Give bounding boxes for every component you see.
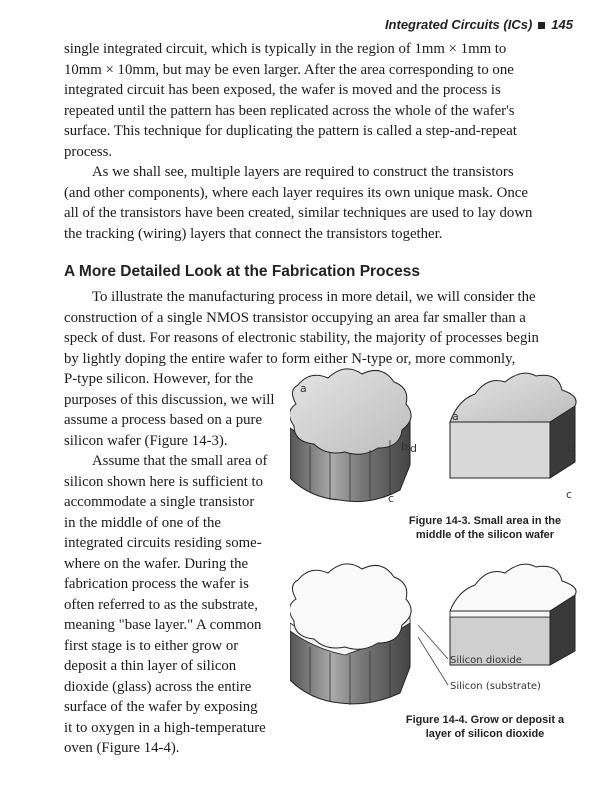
fig2-label-oxide: Silicon dioxide [450, 655, 522, 666]
paragraph-substrate: Assume that the small area of silicon shown here is sufficient to accommodate a single transistor in the middle of one of the integrated circuits residing some- where on the wafer. During the fabrication process the wafer is often referred to as the substrate, meaning "base layer." A common first stage is to either grow or deposit a thin layer of silicon dioxide (glass) across the entire surface of the wafer by exposing it to oxygen in a high-temperature oven (Figure 14-4). [64, 453, 268, 756]
fig1-label-c: c [388, 492, 395, 505]
section-heading: A More Detailed Look at the Fabrication Process [64, 263, 421, 280]
paragraph-multiple-layers: As we shall see, multiple layers are required to construct the transistors (and other components), where each layer requires its own unique mask. Once all of the transistors have been created, similar techniques are used to lay down the tracking (wiring) layers that connect the transistors together. [64, 164, 533, 242]
fig1-label-a-right: a [452, 410, 459, 423]
paragraph-nmos-intro: To illustrate the manufacturing process in more detail, we will consider the construction of a single NMOS transistor occupying an area far smaller than a speck of dust. For reasons of electronic stability, the majority of processes begin by lightly doping the entire wafer to form either N-type or, more commonly, [64, 289, 539, 367]
fig1-label-a: a [300, 382, 307, 395]
figure-14-4-caption: Figure 14-4. Grow or deposit a layer of silicon dioxide [405, 714, 565, 740]
fig1-label-b: b [401, 440, 408, 453]
paragraph-pure-wafer: P-type silicon. However, for the purposes of this discussion, we will assume a process based on a pure silicon wafer (Figure 14-3). [64, 371, 275, 449]
square-bullet-icon [538, 22, 545, 29]
fig1-label-d: d [410, 442, 417, 455]
fig2-label-substrate: Silicon (substrate) [450, 681, 541, 692]
page-number: 145 [551, 17, 573, 32]
figure-14-3-illustration [290, 360, 590, 510]
running-title: Integrated Circuits (ICs) [384, 17, 533, 32]
fig1-label-b-right: b [567, 442, 574, 455]
fig1-label-c-right: c [566, 488, 573, 501]
paragraph-step-and-repeat: single integrated circuit, which is typically in the region of 1mm × 1mm to 10mm × 10mm, but may be even larger. After the area corresponding to one integrated circuit has been exposed, the wafer is moved and the process is repeated until the pattern has been replicated across the whole of the wafer's surface. This technique for duplicating the pattern is called a step-and-repeat process. [64, 41, 517, 160]
figure-14-4-illustration [290, 555, 590, 715]
figure-14-3-caption: Figure 14-3. Small area in the middle of the silicon wafer [408, 515, 562, 541]
running-head [385, 17, 573, 32]
